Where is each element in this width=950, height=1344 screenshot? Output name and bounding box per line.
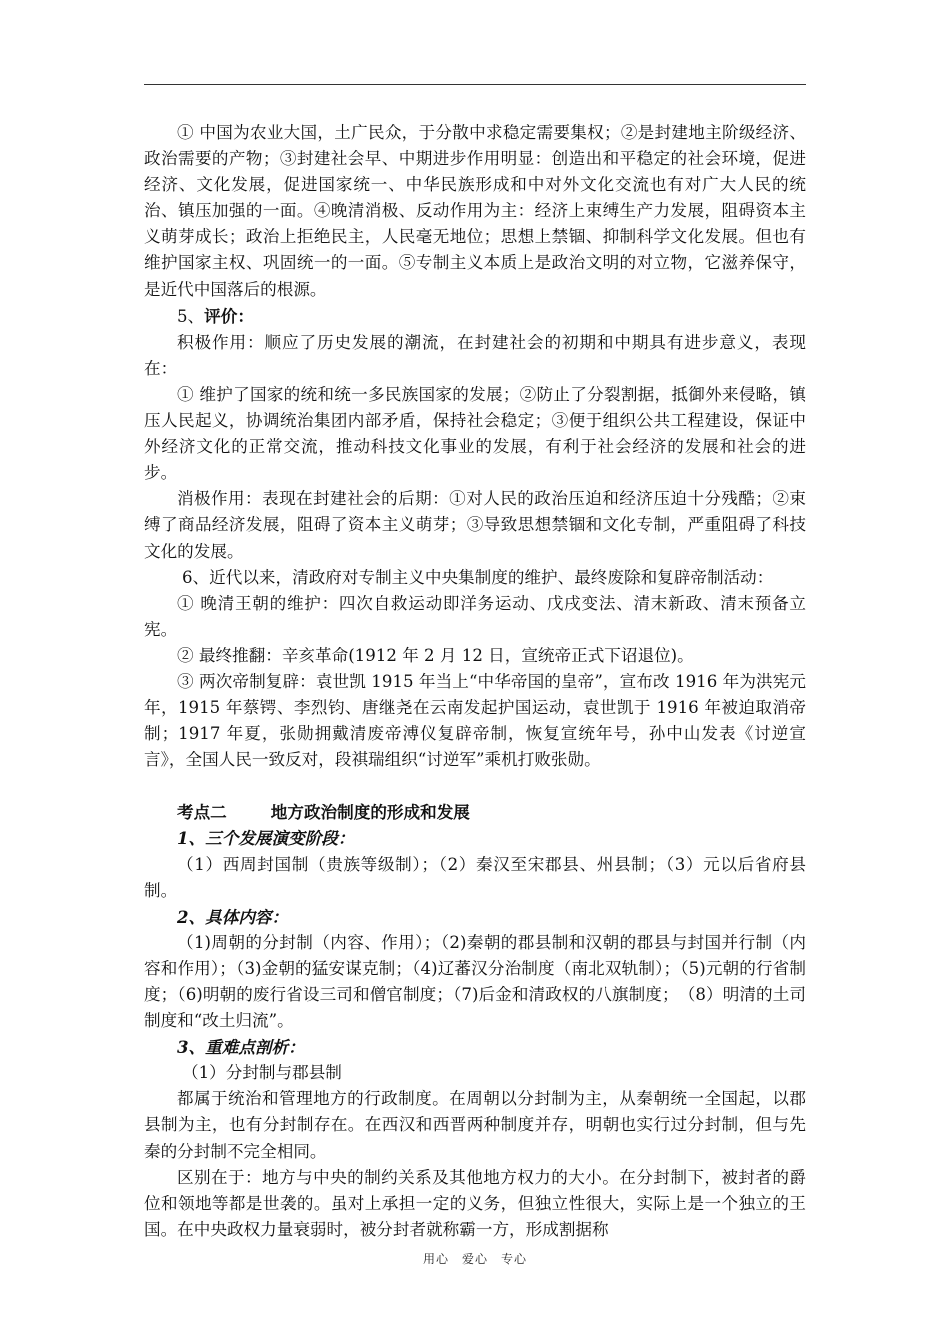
section-label: 考点二 [177, 802, 227, 823]
subheading-content: 2、具体内容： [177, 906, 289, 927]
paragraph-negative: 消极作用：表现在封建社会的后期：①对人民的政治压迫和经济压迫十分残酷；②束缚了商品经济发展，阻碍了资本主义萌芽；③导致思想禁锢和文化专制，严重阻碍了科技文化的发展。 [144, 489, 806, 561]
paragraph-content: （1)周朝的分封制（内容、作用）；（2)秦朝的郡县制和汉朝的郡县与封国并行制（内容和作用）；（3)金朝的猛安谋克制；（4)辽蕃汉分治制度（南北双轨制）；（5)元朝的行省制度；（6)明朝的废行省设三司和僧官制度；（7)后金和清政权的八旗制度； （8）明清的土司制度和“改土归流”。 [144, 932, 806, 1031]
paragraph-significance: ① 中国为农业大国，土广民众，于分散中求稳定需要集权；②是封建地主阶级经济、政治需要的产物；③封建社会早、中期进步作用明显：创造出和平稳定的社会环境，促进经济、文化发展，促进国家统一、中华民族形成和中对外文化交流也有对广大人民的统治、镇压加强的一面。④晚清消极、反动作用为主：经济上束缚生产力发展，阻碍资本主义萌芽成长；政治上拒绝民主，人民毫无地位；思想上禁锢、抑制科学文化发展。但也有维护国家主权、巩固统一的一面。⑤专制主义本质上是政治文明的对立物，它滋养保守，是近代中国落后的根源。 [144, 123, 806, 299]
paragraph-common: 都属于统治和管理地方的行政制度。在周朝以分封制为主，从秦朝统一全国起，以郡县制为主，也有分封制存在。在西汉和西晋两种制度并存，明朝也实行过分封制，但与先秦的分封制不完全相同。 [144, 1089, 806, 1161]
section-title: 地方政治制度的形成和发展 [270, 802, 470, 823]
section-spacer [144, 773, 806, 799]
paragraph-positive-intro: 积极作用：顺应了历史发展的潮流，在封建社会的初期和中期具有进步意义，表现在： [144, 332, 806, 378]
paragraph-positive-detail: ① 维护了国家的统和统一多民族国家的发展；②防止了分裂割据，抵御外来侵略，镇压人民起义，协调统治集团内部矛盾，保持社会稳定；③便于组织公共工程建设，保证中外经济文化的正常交流，推动科技文化事业的发展，有利于社会经济的发展和社会的进步。 [144, 384, 806, 483]
paragraph-modern-item3: ③ 两次帝制复辟：袁世凯 1915 年当上“中华帝国的皇帝”，宣布改 1916 年为洪宪元年，1915 年蔡锷、李烈钧、唐继尧在云南发起护国运动，袁世凯于 1916 年被迫取消帝制；1917 年夏，张勋拥戴清废帝溥仪复辟帝制，恢复宣统年号，孙中山发表《讨逆宣言》，全国人民一致反对，段祺瑞组织“讨逆军”乘机打败张勋。 [144, 671, 806, 770]
heading-evaluation-num: 5、 [177, 306, 205, 326]
paragraph-difference: 区别在于：地方与中央的制约关系及其他地方权力的大小。在分封制下，被封者的爵位和领地等都是世袭的。虽对上承担一定的义务，但独立性很大，实际上是一个独立的王国。在中央政权力量衰弱时，被分封者就称霸一方，形成割据称 [144, 1167, 806, 1239]
paragraph-stages: （1）西周封国制（贵族等级制）；（2）秦汉至宋郡县、州县制；（3）元以后省府县制。 [144, 854, 806, 900]
page-footer: 用心 爱心 专心 [422, 1252, 527, 1266]
heading-modern: 6、近代以来，清政府对专制主义中央集制度的维护、最终废除和复辟帝制活动： [182, 567, 774, 587]
section-heading [144, 799, 806, 825]
heading-evaluation [144, 303, 806, 330]
heading-evaluation-text: 评价： [204, 305, 254, 326]
paragraph-modern-item1: ① 晚清王朝的维护：四次自救运动即洋务运动、戊戌变法、清末新政、清末预备立宪。 [144, 593, 806, 639]
document-body [144, 120, 806, 1243]
paragraph-modern-item2: ② 最终推翻：辛亥革命(1912 年 2 月 12 日，宣统帝正式下诏退位)。 [177, 645, 694, 665]
subheading-stages: 1、三个发展演变阶段： [177, 828, 355, 849]
header-rule [144, 84, 806, 85]
subheading-analysis: 3、重难点剖析： [177, 1037, 305, 1058]
subheading-fengjian-junxian: （1）分封制与郡县制 [182, 1063, 342, 1083]
